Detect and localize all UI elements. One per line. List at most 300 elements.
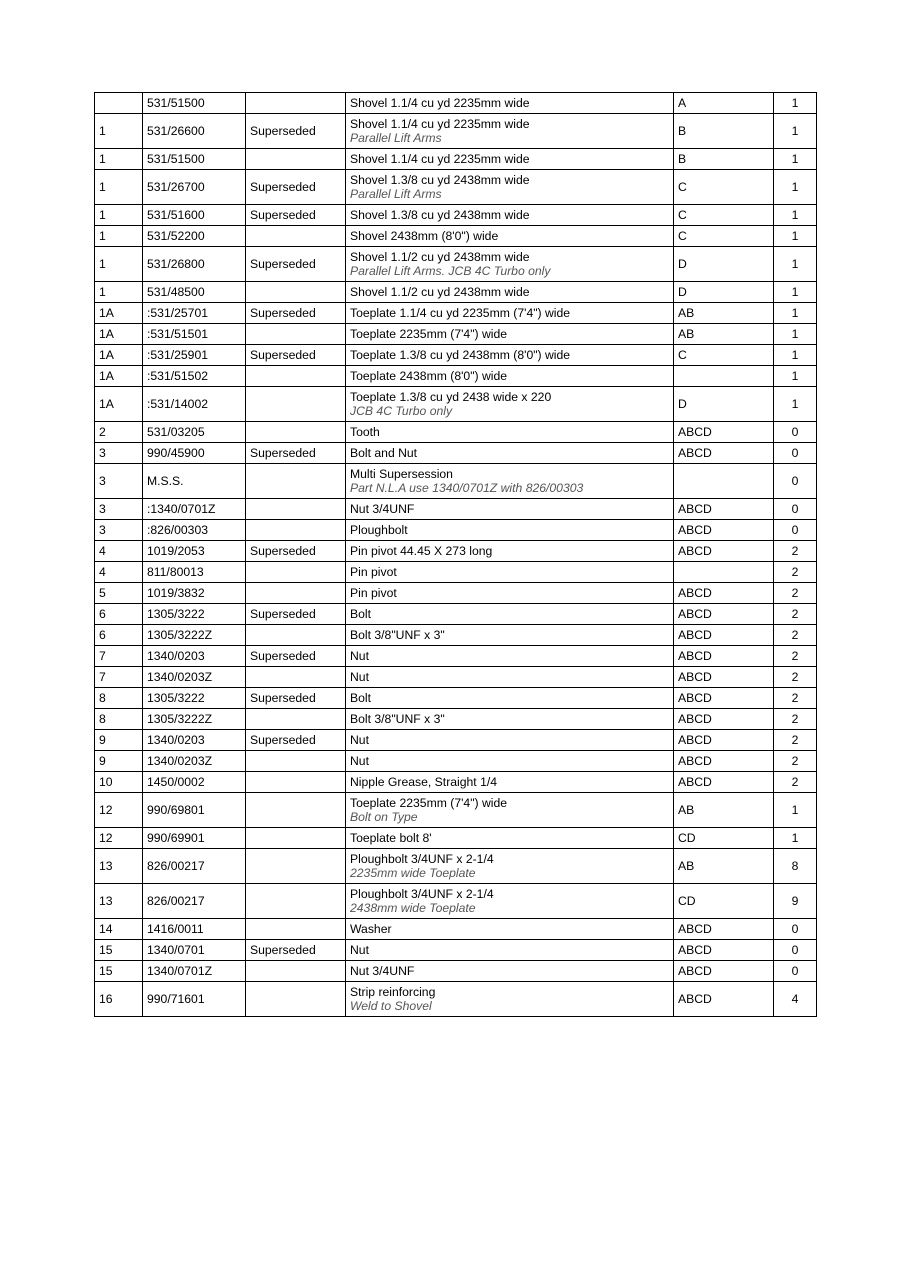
part-number-cell: 1340/0203 xyxy=(143,730,246,751)
part-number-cell: 531/26800 xyxy=(143,247,246,282)
status-cell xyxy=(246,793,346,828)
part-number-cell: 990/69801 xyxy=(143,793,246,828)
item-number-cell: 3 xyxy=(95,464,143,499)
description-text: Toeplate 1.3/8 cu yd 2438mm (8'0") wide xyxy=(350,348,571,362)
status-cell xyxy=(246,387,346,422)
status-cell xyxy=(246,625,346,646)
description-cell xyxy=(346,282,674,303)
description-text: Nut 3/4UNF xyxy=(350,964,415,978)
item-number-cell: 1A xyxy=(95,324,143,345)
part-number-cell: 531/26700 xyxy=(143,170,246,205)
description-text: Toeplate 2235mm (7'4") wide xyxy=(350,327,508,341)
part-number-cell: :1340/0701Z xyxy=(143,499,246,520)
part-number-cell: 1019/3832 xyxy=(143,583,246,604)
model-code-cell: ABCD xyxy=(674,541,774,562)
item-number-cell: 13 xyxy=(95,884,143,919)
status-cell xyxy=(246,982,346,1017)
status-cell xyxy=(246,583,346,604)
description-text: Tooth xyxy=(350,425,380,439)
description-cell xyxy=(346,93,674,114)
part-number-cell: 1305/3222Z xyxy=(143,625,246,646)
description-text: Toeplate 1.1/4 cu yd 2235mm (7'4") wide xyxy=(350,306,571,320)
description-text: Toeplate bolt 8' xyxy=(350,831,432,845)
status-cell: Superseded xyxy=(246,940,346,961)
description-text: Pin pivot xyxy=(350,586,397,600)
quantity-cell: 2 xyxy=(774,688,817,709)
table-row xyxy=(95,793,817,828)
model-code-cell: ABCD xyxy=(674,709,774,730)
table-row xyxy=(95,562,817,583)
item-number-cell: 16 xyxy=(95,982,143,1017)
description-cell xyxy=(346,464,674,499)
description-cell xyxy=(346,366,674,387)
model-code-cell: ABCD xyxy=(674,604,774,625)
part-number-cell: 1340/0203Z xyxy=(143,667,246,688)
model-code-cell: C xyxy=(674,345,774,366)
item-number-cell: 1 xyxy=(95,170,143,205)
status-cell: Superseded xyxy=(246,114,346,149)
status-cell: Superseded xyxy=(246,205,346,226)
item-number-cell: 1 xyxy=(95,149,143,170)
table-row xyxy=(95,940,817,961)
quantity-cell: 2 xyxy=(774,541,817,562)
table-row xyxy=(95,345,817,366)
status-cell xyxy=(246,366,346,387)
item-number-cell: 1 xyxy=(95,226,143,247)
description-text: Shovel 2438mm (8'0") wide xyxy=(350,229,499,243)
quantity-cell: 1 xyxy=(774,828,817,849)
table-row xyxy=(95,961,817,982)
quantity-cell: 0 xyxy=(774,443,817,464)
description-cell xyxy=(346,730,674,751)
description-note: Parallel Lift Arms xyxy=(350,187,442,201)
status-cell xyxy=(246,324,346,345)
quantity-cell: 1 xyxy=(774,345,817,366)
table-row xyxy=(95,282,817,303)
description-text: Nut xyxy=(350,754,369,768)
part-number-cell: 531/26600 xyxy=(143,114,246,149)
description-cell xyxy=(346,499,674,520)
quantity-cell: 2 xyxy=(774,646,817,667)
description-cell xyxy=(346,604,674,625)
part-number-cell: 531/48500 xyxy=(143,282,246,303)
part-number-cell: 1305/3222Z xyxy=(143,709,246,730)
status-cell xyxy=(246,849,346,884)
table-row xyxy=(95,303,817,324)
quantity-cell: 2 xyxy=(774,709,817,730)
description-cell xyxy=(346,443,674,464)
model-code-cell: AB xyxy=(674,793,774,828)
status-cell xyxy=(246,884,346,919)
quantity-cell: 1 xyxy=(774,170,817,205)
table-row xyxy=(95,324,817,345)
description-cell xyxy=(346,205,674,226)
table-row xyxy=(95,688,817,709)
item-number-cell: 3 xyxy=(95,520,143,541)
quantity-cell: 1 xyxy=(774,205,817,226)
part-number-cell: 531/51600 xyxy=(143,205,246,226)
description-cell xyxy=(346,849,674,884)
description-cell xyxy=(346,247,674,282)
quantity-cell: 4 xyxy=(774,982,817,1017)
model-code-cell: ABCD xyxy=(674,646,774,667)
item-number-cell: 6 xyxy=(95,604,143,625)
model-code-cell: ABCD xyxy=(674,730,774,751)
status-cell xyxy=(246,464,346,499)
item-number-cell: 14 xyxy=(95,919,143,940)
status-cell: Superseded xyxy=(246,303,346,324)
quantity-cell: 0 xyxy=(774,422,817,443)
model-code-cell: AB xyxy=(674,303,774,324)
description-cell xyxy=(346,324,674,345)
model-code-cell: ABCD xyxy=(674,772,774,793)
part-number-cell: 1340/0203Z xyxy=(143,751,246,772)
item-number-cell: 7 xyxy=(95,646,143,667)
model-code-cell: ABCD xyxy=(674,443,774,464)
description-text: Shovel 1.3/8 cu yd 2438mm wide xyxy=(350,208,530,222)
model-code-cell: AB xyxy=(674,849,774,884)
description-text: Multi Supersession xyxy=(350,467,453,481)
item-number-cell: 1A xyxy=(95,303,143,324)
quantity-cell: 8 xyxy=(774,849,817,884)
description-text: Shovel 1.1/2 cu yd 2438mm wide xyxy=(350,250,530,264)
table-row xyxy=(95,93,817,114)
description-note: Bolt on Type xyxy=(350,810,418,824)
description-note: Part N.L.A use 1340/0701Z with 826/00303 xyxy=(350,481,584,495)
description-text: Ploughbolt xyxy=(350,523,408,537)
quantity-cell: 2 xyxy=(774,625,817,646)
description-text: Nut xyxy=(350,649,369,663)
part-number-cell: 1340/0701Z xyxy=(143,961,246,982)
model-code-cell: AB xyxy=(674,324,774,345)
description-cell xyxy=(346,422,674,443)
description-note: Parallel Lift Arms xyxy=(350,131,442,145)
quantity-cell: 0 xyxy=(774,499,817,520)
description-cell xyxy=(346,345,674,366)
part-number-cell: 826/00217 xyxy=(143,884,246,919)
item-number-cell: 1 xyxy=(95,205,143,226)
item-number-cell: 1 xyxy=(95,114,143,149)
part-number-cell: :826/00303 xyxy=(143,520,246,541)
description-cell xyxy=(346,772,674,793)
item-number-cell: 15 xyxy=(95,940,143,961)
part-number-cell: :531/51501 xyxy=(143,324,246,345)
description-cell xyxy=(346,709,674,730)
quantity-cell: 1 xyxy=(774,387,817,422)
table-row xyxy=(95,114,817,149)
table-row xyxy=(95,443,817,464)
quantity-cell: 2 xyxy=(774,583,817,604)
status-cell xyxy=(246,709,346,730)
description-cell xyxy=(346,170,674,205)
quantity-cell: 2 xyxy=(774,751,817,772)
quantity-cell: 0 xyxy=(774,520,817,541)
description-note: 2235mm wide Toeplate xyxy=(350,866,476,880)
quantity-cell: 1 xyxy=(774,303,817,324)
table-row xyxy=(95,751,817,772)
status-cell: Superseded xyxy=(246,170,346,205)
part-number-cell: 1019/2053 xyxy=(143,541,246,562)
status-cell: Superseded xyxy=(246,730,346,751)
table-row xyxy=(95,464,817,499)
table-row xyxy=(95,884,817,919)
model-code-cell: C xyxy=(674,226,774,247)
model-code-cell: ABCD xyxy=(674,751,774,772)
table-row xyxy=(95,709,817,730)
table-row xyxy=(95,730,817,751)
status-cell xyxy=(246,499,346,520)
part-number-cell: 811/80013 xyxy=(143,562,246,583)
table-row xyxy=(95,604,817,625)
table-row xyxy=(95,625,817,646)
description-cell xyxy=(346,982,674,1017)
quantity-cell: 2 xyxy=(774,667,817,688)
part-number-cell: 531/51500 xyxy=(143,149,246,170)
description-text: Shovel 1.1/2 cu yd 2438mm wide xyxy=(350,285,530,299)
item-number-cell: 7 xyxy=(95,667,143,688)
item-number-cell: 1A xyxy=(95,387,143,422)
model-code-cell: ABCD xyxy=(674,422,774,443)
table-row xyxy=(95,667,817,688)
quantity-cell: 1 xyxy=(774,114,817,149)
status-cell: Superseded xyxy=(246,345,346,366)
item-number-cell: 9 xyxy=(95,730,143,751)
status-cell: Superseded xyxy=(246,604,346,625)
status-cell: Superseded xyxy=(246,541,346,562)
description-cell xyxy=(346,884,674,919)
item-number-cell: 3 xyxy=(95,499,143,520)
status-cell xyxy=(246,667,346,688)
item-number-cell: 15 xyxy=(95,961,143,982)
status-cell xyxy=(246,282,346,303)
item-number-cell: 1 xyxy=(95,247,143,282)
description-cell xyxy=(346,751,674,772)
parts-list-table xyxy=(94,92,817,1017)
status-cell: Superseded xyxy=(246,688,346,709)
table-row xyxy=(95,366,817,387)
status-cell: Superseded xyxy=(246,443,346,464)
part-number-cell: :531/14002 xyxy=(143,387,246,422)
quantity-cell: 0 xyxy=(774,464,817,499)
table-row xyxy=(95,520,817,541)
part-number-cell: M.S.S. xyxy=(143,464,246,499)
quantity-cell: 2 xyxy=(774,604,817,625)
status-cell xyxy=(246,562,346,583)
description-cell xyxy=(346,919,674,940)
description-text: Toeplate 2235mm (7'4") wide xyxy=(350,796,508,810)
description-cell xyxy=(346,667,674,688)
status-cell xyxy=(246,772,346,793)
quantity-cell: 1 xyxy=(774,93,817,114)
table-row xyxy=(95,499,817,520)
part-number-cell: :531/25701 xyxy=(143,303,246,324)
quantity-cell: 0 xyxy=(774,919,817,940)
quantity-cell: 1 xyxy=(774,226,817,247)
item-number-cell: 3 xyxy=(95,443,143,464)
model-code-cell: D xyxy=(674,282,774,303)
table-row xyxy=(95,849,817,884)
item-number-cell: 6 xyxy=(95,625,143,646)
part-number-cell: :531/25901 xyxy=(143,345,246,366)
part-number-cell: 990/69901 xyxy=(143,828,246,849)
quantity-cell: 1 xyxy=(774,247,817,282)
description-cell xyxy=(346,562,674,583)
quantity-cell: 1 xyxy=(774,149,817,170)
table-row xyxy=(95,387,817,422)
status-cell xyxy=(246,919,346,940)
description-text: Toeplate 2438mm (8'0") wide xyxy=(350,369,508,383)
part-number-cell: 1305/3222 xyxy=(143,688,246,709)
description-cell xyxy=(346,646,674,667)
table-row xyxy=(95,646,817,667)
table-row xyxy=(95,828,817,849)
table-row xyxy=(95,982,817,1017)
part-number-cell: :531/51502 xyxy=(143,366,246,387)
model-code-cell xyxy=(674,366,774,387)
table-row xyxy=(95,149,817,170)
item-number-cell: 12 xyxy=(95,793,143,828)
table-row xyxy=(95,422,817,443)
description-cell xyxy=(346,793,674,828)
item-number-cell: 12 xyxy=(95,828,143,849)
description-cell xyxy=(346,961,674,982)
description-text: Ploughbolt 3/4UNF x 2-1/4 xyxy=(350,852,494,866)
table-row xyxy=(95,226,817,247)
item-number-cell: 1 xyxy=(95,282,143,303)
quantity-cell: 1 xyxy=(774,793,817,828)
model-code-cell: C xyxy=(674,170,774,205)
status-cell: Superseded xyxy=(246,247,346,282)
item-number-cell: 4 xyxy=(95,541,143,562)
description-text: Bolt xyxy=(350,691,372,705)
description-cell xyxy=(346,828,674,849)
description-note: Parallel Lift Arms. JCB 4C Turbo only xyxy=(350,264,551,278)
status-cell xyxy=(246,520,346,541)
item-number-cell: 5 xyxy=(95,583,143,604)
description-text: Nut xyxy=(350,733,369,747)
description-text: Toeplate 1.3/8 cu yd 2438 wide x 220 xyxy=(350,390,552,404)
quantity-cell: 2 xyxy=(774,772,817,793)
item-number-cell: 8 xyxy=(95,688,143,709)
description-text: Strip reinforcing xyxy=(350,985,436,999)
description-cell xyxy=(346,583,674,604)
description-text: Shovel 1.1/4 cu yd 2235mm wide xyxy=(350,117,530,131)
model-code-cell: B xyxy=(674,114,774,149)
quantity-cell: 1 xyxy=(774,282,817,303)
table-row xyxy=(95,247,817,282)
item-number-cell: 9 xyxy=(95,751,143,772)
part-number-cell: 826/00217 xyxy=(143,849,246,884)
quantity-cell: 0 xyxy=(774,961,817,982)
item-number-cell: 2 xyxy=(95,422,143,443)
table-row xyxy=(95,170,817,205)
item-number-cell: 1A xyxy=(95,366,143,387)
description-text: Nut xyxy=(350,943,369,957)
model-code-cell: CD xyxy=(674,828,774,849)
table-row xyxy=(95,541,817,562)
part-number-cell: 990/45900 xyxy=(143,443,246,464)
part-number-cell: 531/52200 xyxy=(143,226,246,247)
description-cell xyxy=(346,149,674,170)
description-cell xyxy=(346,688,674,709)
model-code-cell: ABCD xyxy=(674,625,774,646)
model-code-cell: ABCD xyxy=(674,688,774,709)
status-cell xyxy=(246,961,346,982)
model-code-cell: ABCD xyxy=(674,961,774,982)
description-text: Shovel 1.1/4 cu yd 2235mm wide xyxy=(350,152,530,166)
description-text: Bolt 3/8"UNF x 3" xyxy=(350,712,445,726)
model-code-cell: CD xyxy=(674,884,774,919)
description-cell xyxy=(346,387,674,422)
status-cell xyxy=(246,422,346,443)
description-cell xyxy=(346,303,674,324)
quantity-cell: 0 xyxy=(774,940,817,961)
model-code-cell: ABCD xyxy=(674,583,774,604)
table-row xyxy=(95,583,817,604)
status-cell xyxy=(246,751,346,772)
part-number-cell: 531/03205 xyxy=(143,422,246,443)
description-text: Washer xyxy=(350,922,392,936)
part-number-cell: 1340/0203 xyxy=(143,646,246,667)
model-code-cell: ABCD xyxy=(674,919,774,940)
item-number-cell: 4 xyxy=(95,562,143,583)
model-code-cell xyxy=(674,562,774,583)
part-number-cell: 1450/0002 xyxy=(143,772,246,793)
model-code-cell: ABCD xyxy=(674,982,774,1017)
description-text: Pin pivot xyxy=(350,565,397,579)
description-cell xyxy=(346,226,674,247)
description-cell xyxy=(346,940,674,961)
model-code-cell xyxy=(674,464,774,499)
description-cell xyxy=(346,625,674,646)
description-text: Bolt 3/8"UNF x 3" xyxy=(350,628,445,642)
status-cell xyxy=(246,828,346,849)
description-text: Pin pivot 44.45 X 273 long xyxy=(350,544,493,558)
description-text: Nut 3/4UNF xyxy=(350,502,415,516)
description-cell xyxy=(346,114,674,149)
quantity-cell: 1 xyxy=(774,366,817,387)
item-number-cell xyxy=(95,93,143,114)
part-number-cell: 1340/0701 xyxy=(143,940,246,961)
part-number-cell: 990/71601 xyxy=(143,982,246,1017)
description-text: Shovel 1.3/8 cu yd 2438mm wide xyxy=(350,173,530,187)
model-code-cell: B xyxy=(674,149,774,170)
description-cell xyxy=(346,520,674,541)
description-text: Ploughbolt 3/4UNF x 2-1/4 xyxy=(350,887,494,901)
quantity-cell: 1 xyxy=(774,324,817,345)
part-number-cell: 531/51500 xyxy=(143,93,246,114)
quantity-cell: 9 xyxy=(774,884,817,919)
part-number-cell: 1305/3222 xyxy=(143,604,246,625)
description-text: Nut xyxy=(350,670,369,684)
item-number-cell: 10 xyxy=(95,772,143,793)
model-code-cell: C xyxy=(674,205,774,226)
status-cell xyxy=(246,226,346,247)
description-text: Bolt and Nut xyxy=(350,446,418,460)
status-cell xyxy=(246,149,346,170)
model-code-cell: A xyxy=(674,93,774,114)
model-code-cell: ABCD xyxy=(674,667,774,688)
description-text: Shovel 1.1/4 cu yd 2235mm wide xyxy=(350,96,530,110)
status-cell xyxy=(246,93,346,114)
model-code-cell: ABCD xyxy=(674,499,774,520)
model-code-cell: D xyxy=(674,387,774,422)
status-cell: Superseded xyxy=(246,646,346,667)
table-row xyxy=(95,772,817,793)
quantity-cell: 2 xyxy=(774,562,817,583)
table-row xyxy=(95,919,817,940)
description-note: JCB 4C Turbo only xyxy=(350,404,453,418)
